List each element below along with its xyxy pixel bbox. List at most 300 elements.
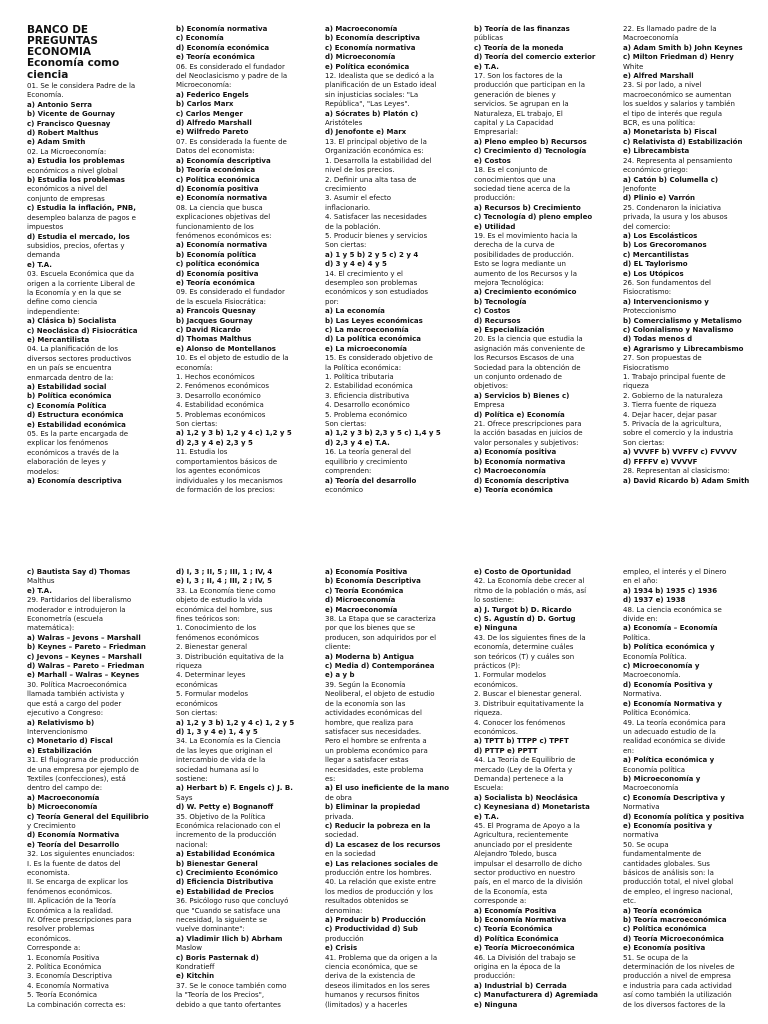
question-text: 25. Condenaron la iniciativa — [623, 203, 722, 212]
question-text: 14. El crecimiento y el — [325, 269, 404, 278]
answer-option: b) Los Grecoromanos — [623, 241, 707, 250]
answer-option: b) Teoría económica — [176, 166, 256, 175]
answer-option: e) Marhall – Walras – Keynes — [27, 671, 140, 680]
answer-option: c) Keynesiana d) Monetarista — [474, 803, 590, 812]
text-line: los Recursos Escasos de una — [474, 354, 575, 363]
text-line: Económica a la realidad. — [27, 906, 113, 915]
text-line: posibilidades de producción. — [474, 250, 574, 259]
answer-option: a) Economía normativa — [176, 241, 268, 250]
question-text: 33. La Economía tiene como — [176, 586, 276, 595]
answer-option: d) W. Petty e) Bognanoff — [176, 803, 274, 812]
text-line: comprenden: — [325, 467, 372, 476]
answer-option: b) Política económica y — [623, 643, 715, 652]
column-6 — [27, 568, 167, 1024]
answer-option: a) Francois Quesnay — [176, 307, 256, 316]
answer-option: a) VVVFF b) VVFFV c) FVVVV — [623, 448, 737, 457]
answer-option: c) Crecimiento d) Tecnología — [474, 147, 587, 156]
text-line: independiente: — [27, 307, 80, 316]
answer-option: a) Estabilidad social — [27, 383, 107, 391]
text-line: que "Cuando se satisface una — [176, 906, 281, 915]
text-line: económico — [325, 485, 364, 494]
text-line: 3. Eficiencia distributiva — [325, 391, 410, 400]
answer-option: a) J. Turgot b) D. Ricardo — [474, 605, 572, 614]
answer-option: c) Política económica — [176, 175, 260, 184]
text-line: los sueldos y salarios y también — [623, 100, 735, 109]
answer-option: a) Moderna b) Antigua — [325, 652, 415, 661]
answer-option: a) Sócrates b) Platón c) — [325, 109, 419, 118]
text-line: deriva de la existencia de — [325, 972, 416, 981]
text-line: Macroeconomía — [623, 784, 679, 793]
text-line: explicar los fenómenos — [27, 439, 108, 448]
text-line: asignación más conveniente de — [474, 344, 585, 353]
answer-option: a) TPTT b) TTPP c) TPFT — [474, 737, 569, 746]
answer-option: d) Política Económica — [474, 934, 559, 943]
answer-option: e) Economía normativa — [176, 194, 268, 203]
text-line: sostiene: — [176, 774, 208, 783]
text-line: Escuela: — [474, 784, 504, 793]
answer-option: d) Economía política y positiva — [623, 812, 745, 821]
answer-option: c) Jevons – Keynes – Marshall — [27, 652, 142, 661]
text-line: explicaciones objetivas del — [176, 213, 271, 222]
answer-option: e) Kitchin — [176, 972, 215, 981]
text-line: Empresarial: — [474, 128, 519, 137]
answer-option: b) Economía Descriptiva — [325, 577, 421, 586]
answer-option: a) Walras – Jevons – Marshall — [27, 633, 141, 642]
text-line: 4. Satisfacer las necesidades — [325, 213, 427, 222]
answer-option: a) 1,2 y 3 b) 1,2 y 4 c) 1,2 y 5 — [176, 429, 292, 438]
text-line: producción entre los hombres. — [325, 869, 432, 877]
answer-option: c) David Ricardo — [176, 326, 241, 334]
answer-option: a) Catón b) Columella c) — [623, 175, 719, 184]
document-title — [27, 25, 167, 58]
answer-option: a) 1934 b) 1935 c) 1936 — [623, 586, 718, 595]
question-text: 06. Es considerado el fundador — [176, 62, 285, 71]
answer-option: d) Robert Malthus — [27, 129, 99, 138]
answer-option: e) Especialización — [474, 326, 545, 334]
question-text: 34. La Economía es la Ciencia — [176, 737, 281, 746]
subtitle-line: ciencia — [27, 69, 69, 81]
text-line: determinación de los niveles de — [623, 963, 735, 972]
column-8 — [325, 568, 465, 1024]
text-line: economía: — [176, 363, 213, 372]
answer-option: e) Ninguna — [474, 624, 518, 633]
answer-option: e) Costos — [474, 156, 511, 165]
answer-option: c) Media d) Contemporánea — [325, 662, 435, 671]
question-text: 48. La ciencia económica se — [623, 605, 722, 614]
text-line: Pero el hombre se enfrenta a — [325, 737, 427, 746]
answer-option: b) Vicente de Gournay — [27, 110, 115, 119]
text-line: derecha de la curva de — [474, 241, 555, 250]
text-line: 4. Desarrollo económico — [325, 401, 410, 410]
text-line: ciencia económica, que se — [325, 963, 418, 972]
text-line: 1. Política tributaria — [325, 373, 394, 382]
question-list — [474, 25, 614, 495]
answer-option: a) Industrial b) Cerrada — [474, 981, 567, 990]
text-line: valor personales y subjetivos: — [474, 438, 579, 447]
answer-option: a) Estabilidad Económica — [176, 850, 275, 859]
question-text: 44. La Teoría de Equilibrio de — [474, 756, 576, 765]
text-line: Son ciertas: — [176, 420, 218, 429]
text-line: fenómenos económicos — [176, 633, 259, 642]
text-line: 4. Economía Normativa — [27, 981, 109, 990]
answer-option: a) Herbart b) F. Engels c) J. B. — [176, 784, 293, 793]
text-line: desempleo balanza de pagos e — [27, 213, 136, 222]
answer-option: c) Mercantilistas — [623, 250, 689, 259]
text-line: Normativa. — [623, 690, 662, 699]
text-line: económicos a través de la — [27, 448, 119, 457]
question-text: 03. Escuela Económica que da — [27, 270, 135, 279]
text-line: impulsar el desarrollo de dicho — [474, 859, 582, 868]
answer-option: d) Plinio e) Varrón — [623, 194, 696, 203]
text-line: Esto se logra mediante un — [474, 260, 566, 269]
text-line: moderador e introdujeron la — [27, 605, 126, 614]
text-line: BCR, es una política: — [623, 119, 696, 128]
text-line: divide en: — [623, 615, 658, 624]
question-text: 32. Los siguientes enunciados: — [27, 850, 135, 859]
answer-option: c) Colonialismo y Navalismo — [623, 326, 734, 334]
text-line: diversos sectores productivos — [27, 354, 132, 363]
answer-option: c) Productividad d) Sub — [325, 925, 418, 934]
answer-option: e) Agrarismo y Librecambismo — [623, 344, 744, 353]
answer-option: c) política económica — [176, 260, 260, 269]
answer-option: c) Boris Pasternak d) — [176, 953, 259, 962]
answer-option: b) Carlos Marx — [176, 100, 234, 109]
text-line: de una empresa por ejemplo de — [27, 765, 139, 774]
text-line: Maslow — [176, 944, 202, 953]
answer-option: a) Servicios b) Bienes c) — [474, 391, 570, 400]
answer-option: a) Macroeconomía — [27, 793, 100, 802]
text-line: del Neoclasicismo y padre de la — [176, 72, 288, 81]
text-line: Fisiocratismo — [623, 363, 669, 372]
text-line: de la economía son las — [325, 699, 406, 708]
question-text: 43. De los siguientes fines de la — [474, 633, 586, 642]
answer-option: c) Economía Descriptiva y — [623, 793, 725, 802]
answer-option: b) Economía política — [176, 250, 257, 259]
text-line: debido a que tanto ofertantes — [176, 1000, 281, 1009]
answer-option: d) Economía Positiva y — [623, 680, 713, 689]
text-line: económicos. — [474, 727, 518, 736]
text-line: sector productivo en nuestro — [474, 869, 575, 877]
answer-option: d) 1937 e) 1938 — [623, 596, 686, 605]
text-line: Política. — [623, 633, 651, 642]
question-list — [474, 568, 614, 1010]
question-list — [27, 568, 167, 1010]
answer-option: a) Teoría económica — [623, 906, 702, 915]
text-line: e industria para cada actividad — [623, 981, 732, 990]
column-2 — [176, 25, 316, 495]
text-line: Macroeconomía. — [623, 671, 681, 680]
answer-option: c) Crecimiento Económico — [176, 869, 278, 877]
question-text: 42. La Economía debe crecer al — [474, 577, 585, 586]
answer-option: c) Costos — [474, 307, 511, 316]
text-line: Econometría (escuela — [27, 615, 103, 624]
answer-option: a) Producir b) Producción — [325, 916, 426, 925]
text-line: anunciado por el presidente — [474, 840, 573, 849]
question-list — [623, 568, 763, 1010]
text-line: económicos. — [474, 680, 518, 689]
text-line: generación de bienes y — [474, 90, 556, 99]
answer-option: d) Teoría Microeconómica — [623, 934, 724, 943]
answer-option: c) Milton Friedman d) Henry — [623, 53, 734, 62]
answer-option: e) Economía positiva — [623, 944, 706, 953]
question-text: 38. La Etapa que se caracteriza — [325, 615, 436, 624]
answer-option: e) Mercantilista — [27, 335, 90, 344]
answer-option: c) Neoclásica d) Fisiocrática — [27, 326, 138, 335]
text-line: llegar a satisfacer estas — [325, 756, 409, 765]
answer-option: d) Economía descriptiva — [474, 476, 570, 485]
answer-option: c) Economía Política — [27, 401, 107, 410]
text-line: la "Teoría de los Precios", — [176, 991, 265, 1000]
question-list — [623, 25, 763, 486]
answer-option: e) Teoría económica — [176, 278, 255, 287]
answer-option: a) Economía – Economía — [623, 624, 718, 633]
text-line: aumento de los Recursos y la — [474, 269, 578, 278]
text-line: vuelve dominante": — [176, 925, 245, 934]
text-line: el tipo de interés que regula — [623, 109, 722, 118]
answer-option: a) Economía descriptiva — [176, 156, 271, 165]
answer-option: b) Eliminar la propiedad — [325, 803, 421, 812]
text-line: 3. Economía Descriptiva — [27, 972, 113, 981]
answer-option: c) Estudia la inflación, PNB, — [27, 204, 136, 213]
text-line: IV. Ofrece prescripciones para — [27, 916, 132, 925]
answer-option: c) Reducir la pobreza en la — [325, 821, 431, 830]
answer-option: d) EL Taylorismo — [623, 260, 688, 269]
text-line: económicas — [176, 680, 218, 689]
text-line: sobre el comercio y la industria — [623, 429, 733, 438]
text-line: Alejandro Toledo, busca — [474, 850, 557, 859]
question-list — [325, 568, 465, 1010]
text-line: Datos del economista: — [176, 147, 255, 156]
text-line: de las leyes que originan el — [176, 746, 273, 755]
answer-option: a) Teoría del desarrollo — [325, 476, 417, 485]
text-line: Macroeconomía — [623, 34, 679, 43]
answer-option: b) Teoría de las finanzas — [474, 25, 570, 33]
text-line: resultados obtenidos se — [325, 897, 409, 906]
text-line: 3. Desarrollo económico — [176, 391, 261, 400]
text-line: por: — [325, 297, 339, 306]
question-text: 18. Es el conjunto de — [474, 166, 548, 175]
text-line: producción que participan en la — [474, 81, 586, 90]
question-text: 30. Política Macroeconómica — [27, 680, 127, 689]
answer-option: a) Antonio Serra — [27, 100, 92, 109]
text-line: fundamentalmente de — [623, 850, 702, 859]
text-line: objeto de estudio la vida — [176, 596, 263, 605]
answer-option: c) Teoría General del Equilibrio — [27, 812, 149, 821]
answer-option: d) 1, 3 y 4 e) 1, 4 y 5 — [176, 727, 258, 736]
text-line: origen a la corriente Liberal de — [27, 279, 135, 288]
text-line: I. Es la fuente de datos del — [27, 859, 121, 868]
text-line: funcionamiento de los — [176, 222, 254, 231]
question-text: 05. Es la parte encargada de — [27, 430, 129, 439]
text-line: 4. Conocer los fenómenos — [474, 718, 566, 727]
text-line: sociedad tiene acerca de la — [474, 184, 571, 193]
answer-option: e) Estabilidad de Precios — [176, 887, 274, 896]
answer-option: e) Los Utópicos — [623, 269, 684, 278]
text-line: son teóricos (T) y cuáles son — [474, 652, 575, 661]
question-text: 26. Son fundamentos del — [623, 278, 711, 287]
text-line: subsidios, precios, ofertas y — [27, 241, 125, 250]
text-line: 3. Tierra fuente de riqueza — [623, 401, 717, 410]
section-heading — [27, 58, 167, 81]
answer-option: e) Costo de Oportunidad — [474, 568, 571, 576]
text-line: necesidades, este problema — [325, 765, 424, 774]
text-line: los medios de producción y los — [325, 887, 433, 896]
text-line: básicos de análisis son: la — [623, 869, 714, 877]
text-line: de la Economía, esta — [474, 887, 548, 896]
text-line: un problema económico para — [325, 746, 428, 755]
text-line: de empleo, el ingreso nacional, — [623, 887, 733, 896]
text-line: modelos: — [27, 467, 60, 476]
answer-option: a) 1,2 y 3 b) 1,2 y 4 c) 1, 2 y 5 — [176, 718, 295, 727]
question-text: 21. Ofrece prescripciones para — [474, 420, 582, 429]
text-line: objetivos: — [474, 382, 509, 391]
question-list — [176, 25, 316, 495]
answer-option: c) Teoría Económica — [474, 925, 553, 934]
answer-option: c) Economía — [176, 34, 224, 43]
column-3 — [325, 25, 465, 495]
text-line: mercado (Ley de la Oferta y — [474, 765, 573, 774]
question-text: 17. Son los factores de la — [474, 72, 563, 81]
answer-option: c) Tecnología d) pleno empleo — [474, 213, 593, 222]
text-line: Empresa — [474, 401, 505, 410]
text-line: de la población. — [325, 222, 381, 231]
text-line: Agricultura, recientemente — [474, 831, 569, 840]
question-text: 10. Es el objeto de estudio de la — [176, 354, 289, 363]
answer-option: c) Macroeconomía — [474, 467, 546, 476]
answer-option: e) Librecambista — [623, 147, 690, 156]
answer-option: e) Alonso de Montellanos — [176, 344, 276, 353]
answer-option: d) Economía positiva — [176, 269, 259, 278]
text-line: 4. Determinar leyes — [176, 671, 246, 680]
text-line: equilibrio y crecimiento — [325, 457, 408, 466]
answer-option: a) 1 y 5 b) 2 y 5 c) 2 y 4 — [325, 250, 419, 259]
text-line: humanos y recursos finitos — [325, 991, 420, 1000]
text-line: por que los bienes que se — [325, 624, 416, 633]
question-text: 19. Es el movimiento hacia la — [474, 231, 578, 240]
text-line: normativa — [623, 831, 659, 840]
column-10 — [623, 568, 763, 1024]
text-line: matemática): — [27, 624, 75, 633]
title-line: BANCO DE — [27, 25, 89, 36]
text-line: deseos ilimitados en los seres — [325, 981, 430, 990]
question-text: 46. La División del trabajo se — [474, 953, 576, 962]
column-9 — [474, 568, 614, 1024]
text-line: resolver problemas — [27, 925, 95, 934]
text-line: nivel de los precios. — [325, 166, 395, 175]
answer-option: d) Eficiencia Distributiva — [176, 878, 274, 887]
column-7 — [176, 568, 316, 1024]
question-text: 11. Estudia los — [176, 448, 228, 457]
text-line: fenómenos económicos. — [27, 887, 113, 896]
text-line: económico griego: — [623, 166, 688, 175]
question-text: 09. Es considerado el fundador — [176, 288, 285, 297]
answer-option: b) Economía descriptiva — [325, 34, 421, 43]
text-line: etc. — [623, 897, 637, 906]
text-line: crecimiento — [325, 184, 367, 193]
text-line: elaboración de leyes y — [27, 458, 106, 467]
answer-option: c) Política económica — [623, 925, 707, 934]
text-line: conocimientos que una — [474, 175, 556, 184]
text-line: satisfacer sus necesidades. — [325, 727, 422, 736]
text-line: III. Aplicación de la Teoría — [27, 897, 116, 906]
text-line: Proteccionismo — [623, 307, 677, 316]
answer-option: e) Crisis — [325, 944, 358, 953]
answer-option: e) a y b — [325, 671, 355, 680]
text-line: producen, son adquiridos por el — [325, 633, 437, 642]
question-text: 31. El flujograma de producción — [27, 756, 139, 765]
answer-option: d) Microeconomía — [325, 596, 396, 605]
answer-option: e) I, 3 ; II, 4 ; III, 2 ; IV, 5 — [176, 577, 273, 586]
question-text: 12. Idealista que se dedicó a la — [325, 72, 435, 81]
column-1 — [27, 25, 167, 486]
answer-option: d) Teoría del comercio exterior — [474, 53, 596, 62]
question-text: 22. Es llamado padre de la — [623, 25, 717, 33]
text-line: Demanda) pertenece a la — [474, 774, 564, 783]
answer-option: d) Recursos — [474, 316, 521, 325]
answer-option: e) Economía Normativa y — [623, 699, 722, 708]
question-text: 28. Representan al clasicismo: — [623, 467, 730, 476]
answer-option: a) Relativismo b) — [27, 718, 95, 727]
text-line: planificación de un Estado ideal — [325, 81, 437, 90]
question-list — [325, 25, 465, 495]
text-line: país, en el marco de la división — [474, 878, 583, 887]
answer-option: d) Todas menos d — [623, 335, 693, 344]
answer-option: d) 2,3 y 4 e) 2,3 y 5 — [176, 438, 253, 447]
text-line: Son ciertas: — [325, 241, 367, 250]
text-line: Son ciertas: — [176, 709, 218, 718]
text-line: intercambio de vida de la — [176, 756, 266, 765]
text-line: capital y La Capacidad — [474, 119, 554, 128]
answer-option: b) Microeconomía y — [623, 774, 701, 783]
text-line: Kondratieff — [176, 963, 215, 972]
text-line: 2. Fenómenos económicos — [176, 382, 269, 391]
answer-option: c) S. Agustín d) D. Gortug — [474, 615, 576, 624]
answer-option: d) 2,3 y 4 e) T.A. — [325, 438, 390, 447]
answer-option: c) Monetario d) Fiscal — [27, 737, 113, 746]
answer-option: e) Wilfredo Pareto — [176, 128, 249, 137]
answer-option: c) Relativista d) Estabilización — [623, 137, 743, 146]
answer-option: a) Federico Engels — [176, 90, 249, 99]
text-line: 2. Gobierno de la naturaleza — [623, 391, 723, 400]
text-line: cliente: — [325, 643, 351, 652]
text-line: La combinación correcta es: — [27, 1000, 126, 1009]
text-line: producción a nivel de empresa — [623, 972, 731, 981]
answer-option: b) Economía normativa — [176, 25, 268, 33]
text-line: públicas — [474, 34, 503, 43]
text-line: de formación de los precios: — [176, 485, 275, 494]
answer-option: a) Política económica y — [623, 756, 715, 765]
text-line: enmarcada dentro de la: — [27, 373, 114, 382]
text-line: hombre, que realiza para — [325, 718, 414, 727]
text-line: desempleo son problemas — [325, 278, 418, 287]
text-line: República", "Las Leyes". — [325, 100, 410, 109]
text-line: macroeconómico se aumentan — [623, 90, 732, 99]
answer-option: e) La microeconomía — [325, 344, 408, 353]
question-text: 24. Representa al pensamiento — [623, 156, 733, 165]
answer-option: a) La economía — [325, 307, 385, 316]
question-text: 27. Son propuestas de — [623, 354, 702, 363]
answer-option: c) La macroeconomía — [325, 326, 409, 334]
question-text: 50. Se ocupa — [623, 840, 669, 849]
text-line: necesidad, la siguiente se — [176, 916, 267, 925]
answer-option: b) Economía normativa — [474, 457, 566, 466]
text-line: en: — [623, 746, 635, 755]
text-line: impuestos — [27, 223, 64, 232]
text-line: 5. Problemas económicos — [176, 410, 266, 419]
text-line: inflacionario. — [325, 203, 371, 212]
text-line: un adecuado estudio de la — [623, 727, 716, 736]
question-text: 39. Según la Economía — [325, 680, 406, 689]
